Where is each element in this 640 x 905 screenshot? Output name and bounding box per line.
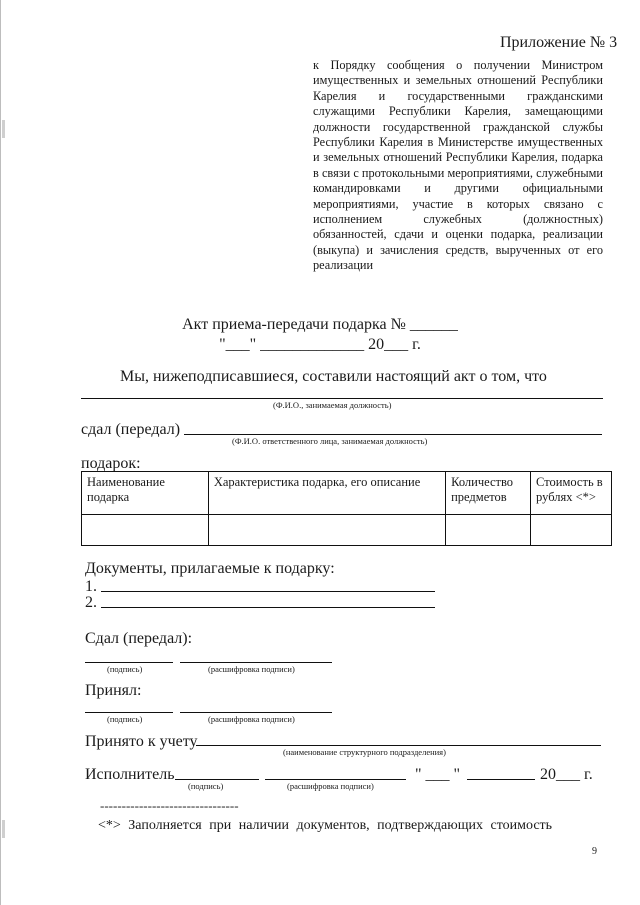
doc-1-line[interactable]	[101, 591, 435, 592]
fio-position-caption: (Ф.И.О., занимаемая должность)	[273, 400, 392, 410]
signature-decode-caption: (расшифровка подписи)	[287, 781, 374, 791]
executor-date-day: " ___ "	[415, 766, 461, 783]
footnote-separator: --------------------------------	[100, 798, 239, 813]
table-cell[interactable]	[446, 515, 531, 546]
footnote-text: <*> Заполняется при наличии документов, подтверждающих стоимость	[98, 818, 553, 833]
doc-1-number: 1.	[85, 578, 97, 595]
department-caption: (наименование структурного подразделения)	[283, 747, 446, 757]
documents-label: Документы, прилагаемые к подарку:	[85, 560, 335, 577]
table-header-row	[82, 472, 612, 515]
executor-date-year: 20___ г.	[540, 766, 593, 783]
table-cell[interactable]	[82, 515, 209, 546]
appendix-text: к Порядку сообщения о получении Министром имущественных и земельных отношений Республики Карелия и государственными гражданскими служащими Республики Карелия, замещающими должности государственной гражданской службы Республики Карелия в Министерстве имущественных и земельных отношений Республики Карелия, подарка в связи с протокольными мероприятиями, служебными командировками и другими официальными мероприятиями, участие в которых связано с исполнением служебных (должностных) обязанностей, сдачи и оценки подарка, реализации (выкупа) и зачисления средств, вырученных от его реализации	[313, 58, 603, 273]
executor-signature-line[interactable]	[175, 779, 259, 780]
handed-cap-label: Сдал (передал):	[85, 630, 193, 647]
appendix-title: Приложение № 3	[500, 34, 618, 51]
fio-line[interactable]	[81, 398, 603, 399]
handed-line[interactable]	[184, 434, 602, 435]
header-cell-description: Характеристика подарка, его описание	[208, 472, 445, 515]
gift-table	[81, 471, 612, 546]
executor-decode-line[interactable]	[265, 779, 406, 780]
gift-label: подарок:	[81, 455, 141, 472]
header-cell-name: Наименование подарка	[82, 472, 209, 515]
fio-responsible-caption: (Ф.И.О. ответственного лица, занимаемая должность)	[232, 436, 428, 446]
table-row	[82, 515, 612, 546]
doc-2-line[interactable]	[101, 607, 435, 608]
doc-2-number: 2.	[85, 594, 97, 611]
handed-label: сдал (передал)	[81, 421, 181, 438]
executor-date-month-line[interactable]	[467, 779, 535, 780]
signature-decode-caption: (расшифровка подписи)	[208, 714, 295, 724]
registered-label: Принято к учету	[85, 733, 198, 750]
executor-label: Исполнитель	[85, 766, 175, 783]
accepted-label: Принял:	[85, 682, 142, 699]
page-number: 9	[592, 846, 597, 857]
signature-decode-caption: (расшифровка подписи)	[208, 664, 295, 674]
scan-mark	[2, 120, 5, 138]
act-title: Акт приема-передачи подарка № ______	[182, 316, 458, 333]
handed-signature-line[interactable]	[85, 662, 173, 663]
intro-text: Мы, нижеподписавшиеся, составили настоящий акт о том, что	[120, 368, 547, 385]
table-cell[interactable]	[208, 515, 445, 546]
act-date: "___" _____________ 20___ г.	[219, 336, 421, 353]
header-cell-quantity: Количество предметов	[446, 472, 531, 515]
scan-edge	[0, 0, 1, 905]
signature-caption: (подпись)	[188, 781, 224, 791]
signature-caption: (подпись)	[107, 664, 143, 674]
table-cell[interactable]	[531, 515, 612, 546]
department-line[interactable]	[196, 745, 601, 746]
signature-caption: (подпись)	[107, 714, 143, 724]
header-cell-cost: Стоимость в рублях <*>	[531, 472, 612, 515]
handed-decode-line[interactable]	[180, 662, 332, 663]
accepted-decode-line[interactable]	[180, 712, 332, 713]
accepted-signature-line[interactable]	[85, 712, 173, 713]
scan-mark	[2, 820, 5, 838]
